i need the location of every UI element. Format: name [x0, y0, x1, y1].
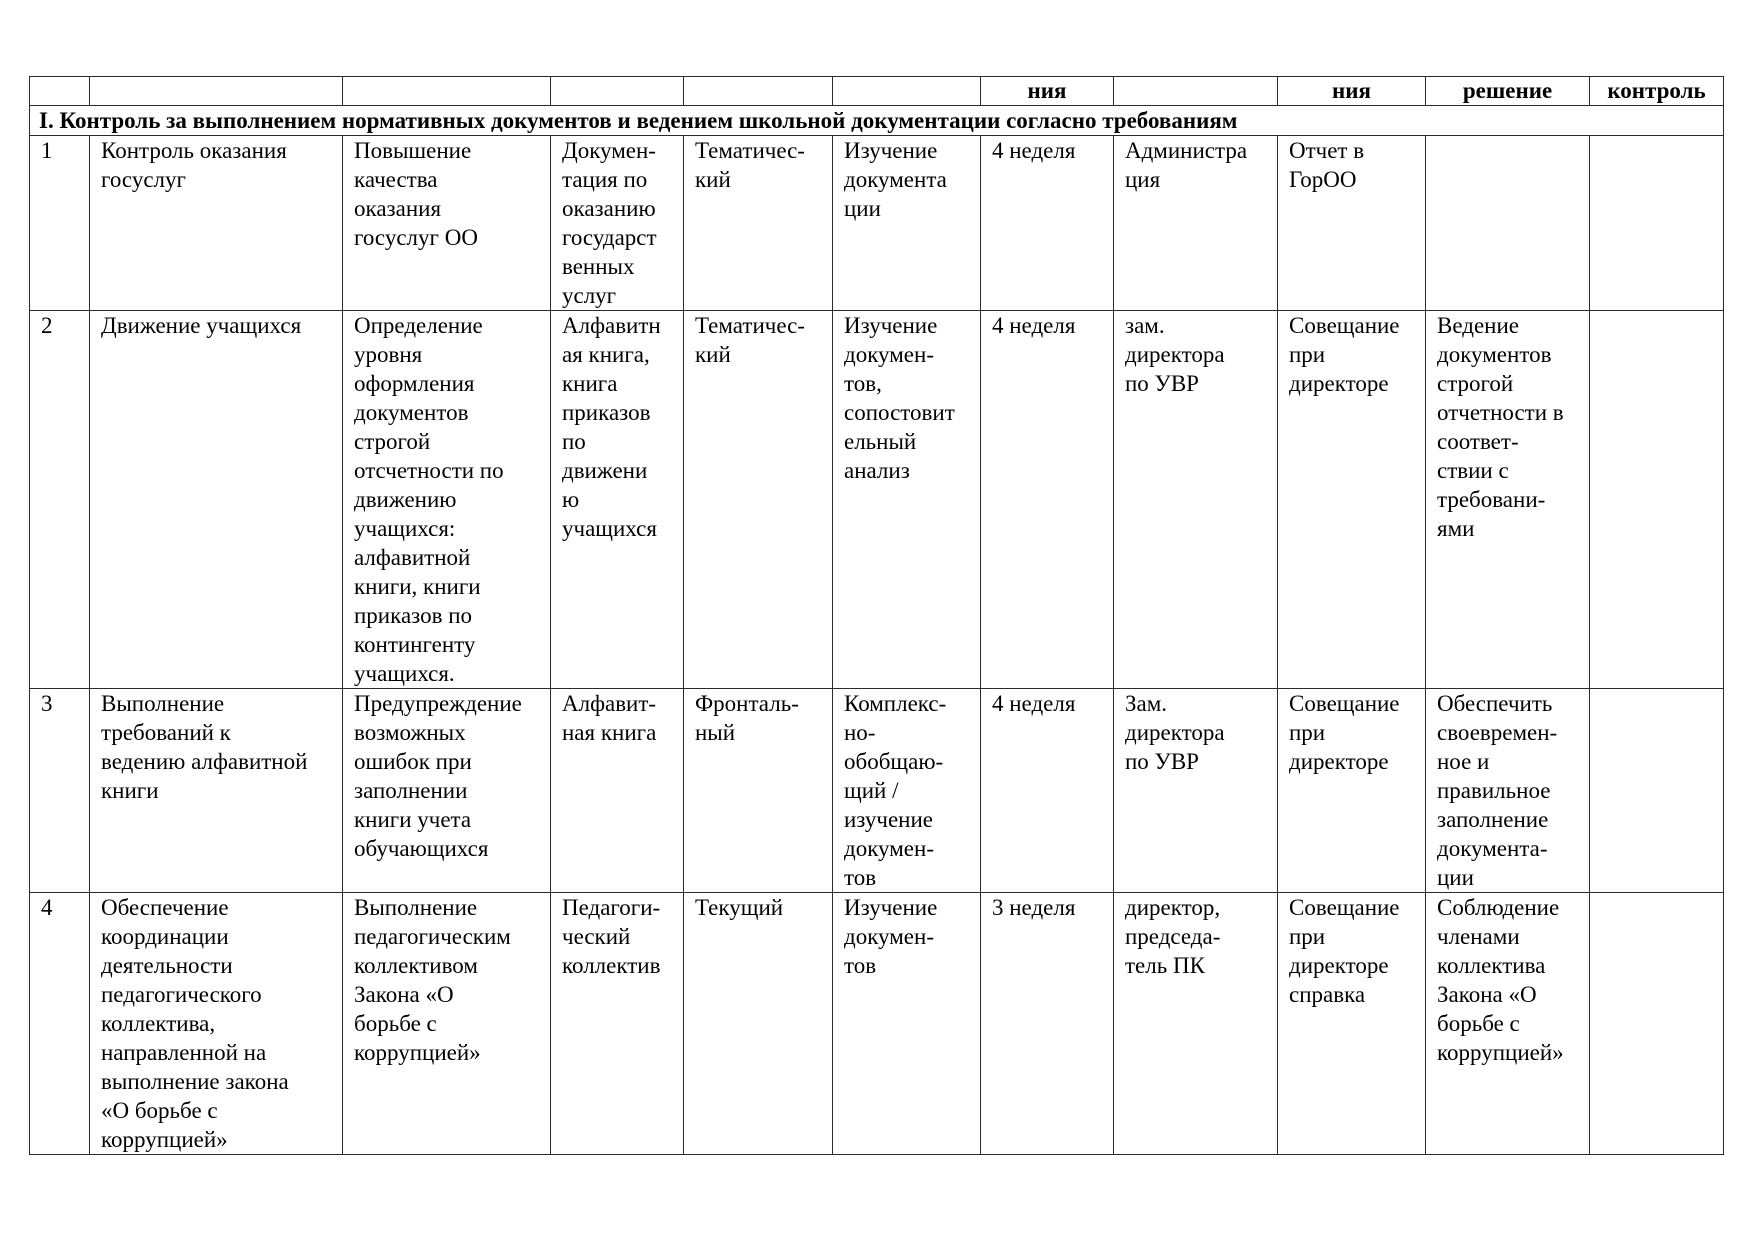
decision-cell: Соблюдение членами коллектива Закона «О борьбе с коррупцией»	[1426, 893, 1590, 1155]
header-cell	[551, 77, 684, 106]
summary-cell: Совещание при директоре справка	[1278, 893, 1426, 1155]
header-cell	[684, 77, 833, 106]
summary-cell: Отчет в ГорОО	[1278, 136, 1426, 311]
control-cell	[1590, 136, 1724, 311]
responsible-cell: директор, председа- тель ПК	[1114, 893, 1278, 1155]
goal-cell: Предупреждение возможных ошибок при заполнении книги учета обучающихся	[343, 689, 551, 893]
type-cell: Тематичес- кий	[684, 311, 833, 689]
object-cell: Докумен- тация по оказанию государст венных услуг	[551, 136, 684, 311]
type-cell: Тематичес- кий	[684, 136, 833, 311]
header-cell	[343, 77, 551, 106]
section-row	[30, 106, 1724, 136]
decision-cell: Ведение документов строгой отчетности в соответ- ствии с требовани- ями	[1426, 311, 1590, 689]
responsible-cell: зам. директора по УВР	[1114, 311, 1278, 689]
goal-cell: Выполнение педагогическим коллективом Закона «О борьбе с коррупцией»	[343, 893, 551, 1155]
subject-cell: Контроль оказания госуслуг	[90, 136, 343, 311]
term-cell: 4 неделя	[981, 689, 1114, 893]
summary-cell: Совещание при директоре	[1278, 689, 1426, 893]
header-cell	[90, 77, 343, 106]
header-cell	[833, 77, 981, 106]
responsible-cell: Администра ция	[1114, 136, 1278, 311]
term-cell: 4 неделя	[981, 136, 1114, 311]
goal-cell: Повышение качества оказания госуслуг ОО	[343, 136, 551, 311]
section-title: I. Контроль за выполнением нормативных документов и ведением школьной документации согласно требованиям	[30, 106, 1724, 136]
object-cell: Алфавитн ая книга, книга приказов по движени ю учащихся	[551, 311, 684, 689]
header-cell	[30, 77, 90, 106]
header-cell: решение	[1426, 77, 1590, 106]
control-cell	[1590, 893, 1724, 1155]
summary-cell: Совещание при директоре	[1278, 311, 1426, 689]
row-number-cell: 2	[30, 311, 90, 689]
table-row	[30, 136, 1724, 311]
method-cell: Изучение документа ции	[833, 136, 981, 311]
subject-cell: Выполнение требований к ведению алфавитной книги	[90, 689, 343, 893]
method-cell: Изучение докумен- тов, сопостовит ельный анализ	[833, 311, 981, 689]
type-cell: Фронталь- ный	[684, 689, 833, 893]
responsible-cell: Зам. директора по УВР	[1114, 689, 1278, 893]
object-cell: Алфавит- ная книга	[551, 689, 684, 893]
control-cell	[1590, 311, 1724, 689]
term-cell: 3 неделя	[981, 893, 1114, 1155]
row-number-cell: 3	[30, 689, 90, 893]
header-cell: контроль	[1590, 77, 1724, 106]
row-number-cell: 4	[30, 893, 90, 1155]
table-row	[30, 893, 1724, 1155]
header-cell	[1114, 77, 1278, 106]
subject-cell: Обеспечение координации деятельности педагогического коллектива, направленной на выполнение закона «О борьбе с коррупцией»	[90, 893, 343, 1155]
header-cell: ния	[1278, 77, 1426, 106]
term-cell: 4 неделя	[981, 311, 1114, 689]
header-cell: ния	[981, 77, 1114, 106]
subject-cell: Движение учащихся	[90, 311, 343, 689]
method-cell: Комплекс- но- обобщаю- щий / изучение докумен- тов	[833, 689, 981, 893]
control-plan-table	[29, 76, 1724, 1155]
method-cell: Изучение докумен- тов	[833, 893, 981, 1155]
row-number-cell: 1	[30, 136, 90, 311]
decision-cell: Обеспечить своевремен- ное и правильное заполнение документа- ции	[1426, 689, 1590, 893]
table-row	[30, 311, 1724, 689]
type-cell: Текущий	[684, 893, 833, 1155]
object-cell: Педагоги- ческий коллектив	[551, 893, 684, 1155]
goal-cell: Определение уровня оформления документов строгой отсчетности по движению учащихся: алфавитной книги, книги приказов по контингенту учащихся.	[343, 311, 551, 689]
header-row	[30, 77, 1724, 106]
table-row	[30, 689, 1724, 893]
control-cell	[1590, 689, 1724, 893]
decision-cell	[1426, 136, 1590, 311]
